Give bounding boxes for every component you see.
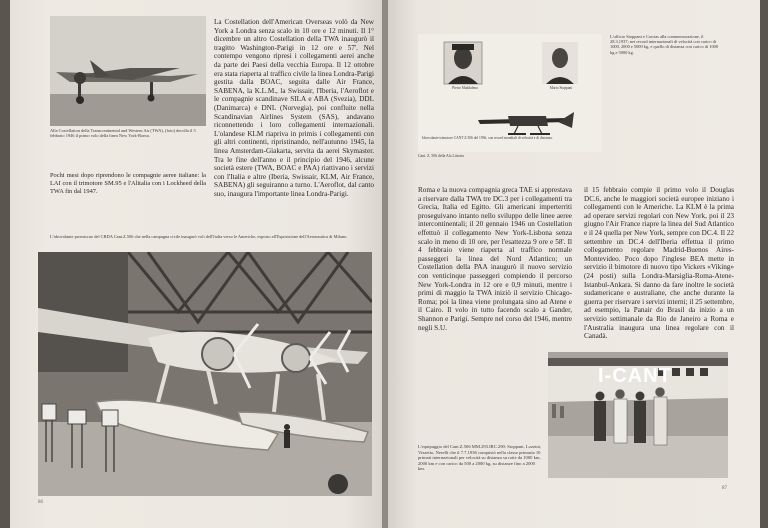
left-side-text: Pochi mesi dopo riprendono le compagnie aeree italiane: la LAI con il trimotore SM.95 e l'Alitalia con i Lockheed della TWA fin dal 1947.: [50, 172, 206, 195]
left-page-number: 86: [38, 500, 43, 505]
left-page: [10, 0, 382, 528]
portraits-block: [418, 34, 602, 152]
right-page: [388, 0, 760, 528]
right-side-caption: L'ufficio Stoppani e Corrias alla commemorazione, il 28.3.1937; nei record internazionali di velocità con carico di 1000, 2000 e 5000 kg, e quello di distanza con carico di 1000 kg e 5000 kg.: [610, 34, 719, 55]
aircraft-illustration: [50, 16, 206, 126]
seaplane-illustration: [38, 252, 372, 496]
portrait-caption-right: Mario Stoppani: [549, 86, 573, 90]
right-column-two-text: il 15 febbraio compie il primo volo il Douglas DC.6, anche le maggiori società europee iniziano i collegamenti con le Americhe. La KLM è la prima ad operare servizi regolari con New York, poi il 23 giugno l'Air France riapre la linea del Sud Atlantico e il 24 quella per New York, sempre con DC.4. Il 22 settembre un DC.4 dell'Iberia effettua il primo collegamento regolare Madrid-Buenos Aires-Montevideo. Poco dopo l'inglese BEA mette in servizio il bimotore di nuovo tipo Vickers «Viking» (24 posti) sulla Londra-Marsiglia-Roma-Atene-Istanbul-Ankara. Si danno da fare inoltre le società sudamericane e australiane, che anche durante la guerra per riservare i servizi interni; il 25 settembre, ad esempio, la Panair do Brasil da inizio a un servizio settimanale da Rio de Janeiro a Roma e l'Australia inaugura una linea regolare con il Canadà.: [584, 186, 734, 341]
seaplane-exhibition-photo: [38, 252, 372, 496]
mid-caption: L'idrovolante promiscuo del CRDA Cant.Z.506 che nella campagna civile inaugurò voli dell'Italia verso le Americhe, esposto all'Esposizione dell'Aeronautica di Milano.: [50, 234, 348, 239]
right-column-one-text: Roma e la nuova compagnia greca TAE si apprestava a riservare dalla TWA tre DC.3 per i collegamenti tra Grecia, Italia ed Egitto. Gli americani imperterriti proseguivano intanto nello sviluppo delle linee aeree intercontinentali; il 20 gennaio 1946 un Costellation effettuò il collegamento New York-Lisbona senza scalo in meno di 10 ore, per l'esattezza 9 ore e 58'. Il 4 febbraio viene riaperta al traffico normale passeggeri la linea del Nord Atlantico; un Costellation della PAA inaugurò il nuovo servizio con venticinque passeggeri compiendo il percorso New York-Londra in 12 ore e 0,9 minuti, mentre i primi di maggio la TWA iniziò il servizio Chicago-Roma; poi la linea viene prolungata sino ad Atene e il Cairo. Il volo in tutto facendo scalo a Gander, Shannon e Parigi. Sempre nel corso del 1946, mentre negli S.U.: [418, 186, 572, 332]
aircraft-photo-top: [50, 16, 206, 126]
top-photo-caption: Alla Costellation della Transcontinental and Western Air (TWA), (foto) decolla il 5 febbraio 1946 il primo volo della linea New York-Roma.: [50, 128, 196, 139]
portrait-sub-caption: Cant. Z. 506 della Ala Littoria: [418, 154, 464, 158]
portraits-illustration: [418, 34, 602, 152]
crew-photo: [548, 352, 728, 478]
crew-photo-caption: L'equipaggio del Cant.Z.506 MM.293.IRC.290: Stoppani, Lozzini, Vizzetto, Nerelli che il 7.7.1936 conquistò nella classe primaria 10 primati internazionali per velocità su distanza su rotte da 1000 km, 2000 km e con carico da 500 a 2000 kg, su distanze fino a 2000 km.: [418, 444, 542, 472]
portrait-caption-left: Pietro Maddalena: [452, 86, 478, 90]
fuselage-registration: I-CANT: [598, 365, 672, 387]
left-column-text: La Costellation dell'American Overseas volò da New York a Londra senza scalo in 10 ore e 12 minuti. Il 1° dicembre un altro Costellation della TWA inaugurò il tragitto Washington-Parigi in 12 ore e 57'. Nel contempo vengono ripresi i collegamenti aerei anche da parte dei Paesi della vecchia Europa. Il 12 ottobre era stata riaperta al traffico civile la linea Londra-Parigi gestita dalla BOAC, seguita dalle Air France, SABENA, la K.L.M., la Swissair, l'Iberia, l'Aeroflot e le compagnie scandinave SILA e ABA (Svezia), DDL (Danimarca) e DNL (Norvegia), poi confluite nella Scandinavian Airlines System (SAS), andavano riconnettendo i loro collegamenti internazionali. L'olandese KLM riapriva in primis i collegamenti con gli altri continenti, ripristinando, nell'autunno 1945, la linea Amsterdam-Giakarta, servita da aerei Skymaster. Tra le fine dell'anno e il principio del 1946, alcune società estere (TWA, BOAC e PAA) riattivano i servizi con l'Italia e altre (Iberia, Swissair, KLM, Air France, SABENA) gli seguiranno a turno. L'Aeroflot, dal canto suo, inaugura l'importante linea Londra-Parigi.: [214, 18, 374, 198]
aircraft-caption: Idrovolante trimotore CANT Z.506 del 1936, con record mondiali di velocità e di distanza.: [422, 136, 553, 140]
right-page-number: 87: [722, 486, 727, 491]
